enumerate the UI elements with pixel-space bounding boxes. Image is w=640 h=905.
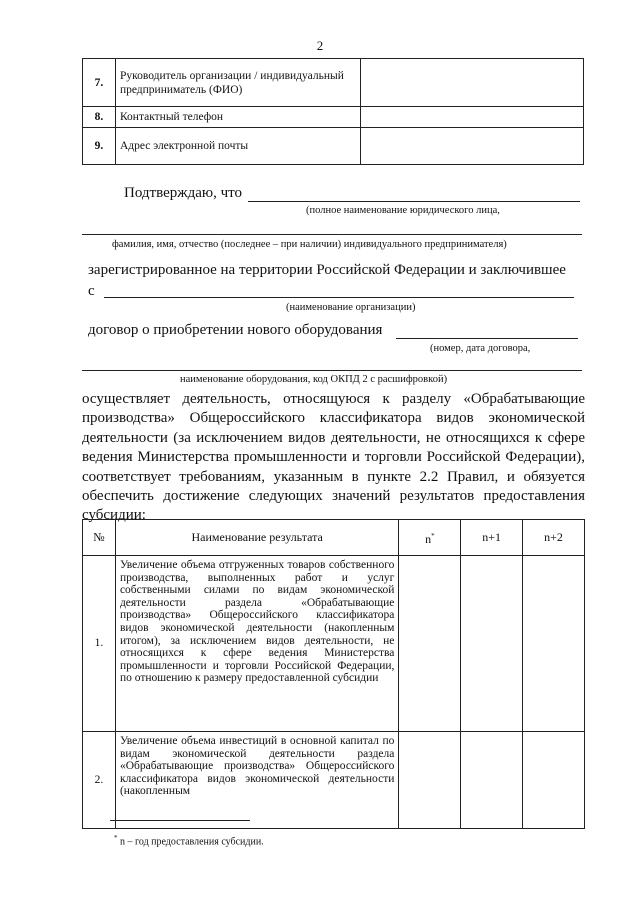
organization-field[interactable] [104, 297, 574, 298]
contract-field-continued[interactable] [82, 370, 582, 371]
row-number: 9. [83, 128, 116, 165]
footnote-text: n – год предоставления субсидии. [117, 836, 264, 848]
result-value-n-plus-1[interactable] [461, 556, 523, 732]
registered-text: зарегистрированное на территории Российской Федерации и заключившее [88, 262, 566, 278]
contract-caption: (номер, дата договора, [430, 343, 531, 354]
entity-name-caption-continued: фамилия, имя, отчество (последнее – при наличии) индивидуального предпринимателя) [112, 239, 507, 250]
header-n-footnote-mark: * [431, 531, 435, 540]
table-row [83, 59, 584, 107]
page-number: 2 [316, 38, 324, 53]
obligation-paragraph: осуществляет деятельность, относящуюся к разделу «Обрабатывающие производства» Общероссийского классификатора видов экономической деятельности (за исключением видов деятельности, не относящихся к сфере ведения Министерства промышленности и торговли Российской Федерации), соответствует требованиям, указанным в пункте 2.2 Правил, и обязуется обеспечить достижение следующих значений результатов предоставления субсидии: [82, 391, 585, 524]
result-value-n-plus-2[interactable] [523, 732, 585, 829]
result-value-n[interactable] [399, 556, 461, 732]
header-n [399, 520, 461, 556]
footnote-divider [110, 820, 250, 821]
result-number: 1. [83, 556, 116, 732]
footnote [114, 834, 264, 847]
entity-name-field[interactable] [248, 201, 580, 202]
entity-name-caption: (полное наименование юридического лица, [306, 205, 500, 216]
row-number: 8. [83, 107, 116, 128]
confirm-lead: Подтверждаю, что [124, 185, 243, 201]
table-row [83, 556, 585, 732]
applicant-info-table [82, 58, 584, 165]
entity-name-field-continued[interactable] [82, 234, 582, 235]
result-value-n[interactable] [399, 732, 461, 829]
table-row [83, 732, 585, 829]
result-name: Увеличение объема отгруженных товаров собственного производства, выполненных работ и услуг собственными силами по видам экономической деятельности раздела «Обрабатывающие производства» Общероссийского классификатора видов экономической деятельности (накопленным итогом), за исключением видов деятельности, не относящихся к сфере ведения Министерства промышленности и торговли Российской Федерации, по отношению к размеру предоставленной субсидии [115, 556, 398, 732]
organization-caption: (наименование организации) [286, 302, 416, 313]
with-text: с [88, 283, 95, 299]
header-n-label: n [425, 531, 432, 546]
row-value[interactable] [360, 128, 583, 165]
header-n-plus-2: n+2 [523, 520, 585, 556]
table-row [83, 107, 584, 128]
footnote-mark: * [114, 834, 118, 842]
row-value[interactable] [360, 107, 583, 128]
row-value[interactable] [360, 59, 583, 107]
row-label: Контактный телефон [115, 107, 360, 128]
row-number: 7. [83, 59, 116, 107]
result-value-n-plus-1[interactable] [461, 732, 523, 829]
header-n-plus-1: n+1 [461, 520, 523, 556]
results-table [82, 519, 585, 829]
contract-caption-continued: наименование оборудования, код ОКПД 2 с расшифровкой) [180, 374, 448, 385]
result-value-n-plus-2[interactable] [523, 556, 585, 732]
result-name: Увеличение объема инвестиций в основной капитал по видам экономической деятельности раздела «Обрабатывающие производства» Общероссийского классификатора видов экономической деятельности (накопленным [115, 732, 398, 829]
contract-field[interactable] [396, 338, 578, 339]
header-num: № [83, 520, 116, 556]
contract-text: договор о приобретении нового оборудования [88, 322, 383, 338]
table-row [83, 128, 584, 165]
result-number: 2. [83, 732, 116, 829]
row-label: Адрес электронной почты [115, 128, 360, 165]
row-label: Руководитель организации / индивидуальный предприниматель (ФИО) [115, 59, 360, 107]
header-name: Наименование результата [115, 520, 398, 556]
table-header-row [83, 520, 585, 556]
